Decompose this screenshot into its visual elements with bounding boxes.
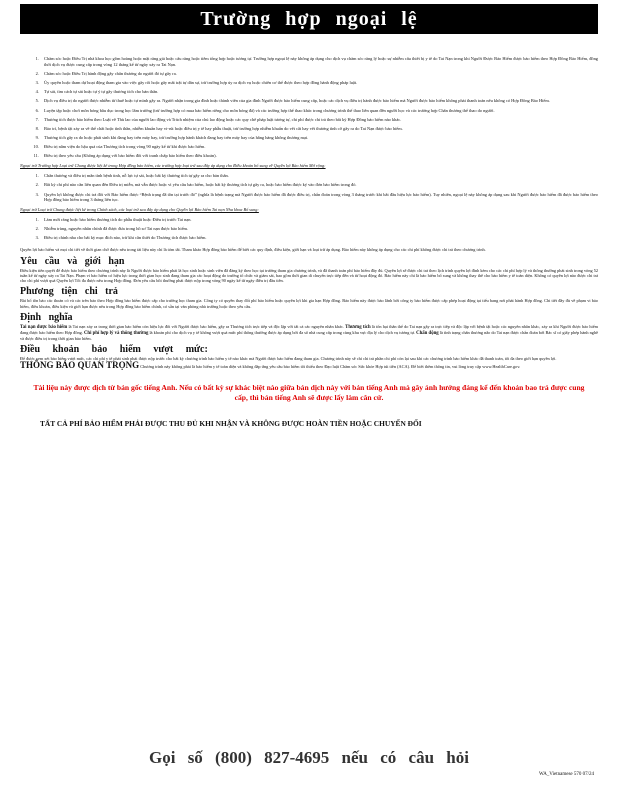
- translation-notice: Tài liệu này được dịch từ bản gốc tiếng Anh. Nếu có bất kỳ sự khác biệt nào giữa bản dịch này với bản tiếng Anh mà gây ảnh hưởng đáng kể đến khoản bao trả được cung cấp, thì bản tiếng Anh sẽ được lấy làm căn cứ.: [33, 383, 585, 403]
- section-heading-underwriting: Phương tiện chi trả: [20, 286, 118, 298]
- important-notice-title: THÔNG BÁO QUAN TRỌNG: [20, 360, 140, 371]
- section-body-requirements: Điều kiện tiên quyết để được bảo hiểm theo chương trình này là Người được bảo hiểm phải là học sinh hoặc sinh viên đã đăng ký theo học tại trường tham gia chương trình, và đã thanh toán phí bảo hiểm đầy đủ. Quyền lợi sẽ được chi trả theo lịch trình quyền lợi đính kèm cho các chi phí hợp lý và thông thường phát sinh trong vòng 52 tuần kể từ ngày xảy ra Tai Nạn. Phạm vi bảo hiểm có hiệu lực trong thời gian học sinh đang tham gia các hoạt động do trường tổ chức và giám sát, bao gồm thời gian di chuyển trực tiếp đến và từ hoạt động đó. Bảo hiểm này chỉ là bảo hiểm bổ sung và không thay thế cho bảo hiểm y tế toàn diện. Không có quyền lợi nào được chi trả cho chi phí vượt quá Quyền lợi Tối đa được nêu trong Hợp đồng. Đơn yêu cầu bồi thường phải được nộp trong vòng 90 ngày kể từ ngày điều trị đầu tiên.: [20, 268, 598, 284]
- list-item: 2. Chăm sóc hoặc Điều Trị hành động gây chấn thương do người đó tự gây ra.: [40, 71, 598, 77]
- list-item: 6. Luyện tập hoặc chơi môn bóng bầu dục trong học lâm trường (trừ trường hợp có mua bảo hiểm riêng cho môn bóng đá) và các trường hợp thể thao khác trong chương trình thể thao liên quan đến người học và các trường hợp Chấn thương thể thao do người.: [40, 108, 598, 114]
- page-title: Trường hợp ngoại lệ: [20, 4, 598, 34]
- definition-term: Thương tích: [345, 324, 371, 330]
- list-item: 7. Thương tích được bảo hiểm theo Luật về Thù lao của người lao động và Trách nhiệm của chủ lao động hoặc các quy chế pháp luật tương tự, chi phí được chi trả theo bất kỳ Hợp Đồng bảo hiểm nào khác.: [40, 117, 598, 123]
- form-id: WA_Vietnamese 570 07/24: [539, 772, 594, 777]
- list-item: 11. Điều trị theo yêu cầu (Không áp dụng với bảo hiểm đối với tranh chấp bảo hiểm theo điều khoản).: [40, 153, 598, 159]
- definition-term: Chi phí hợp lý và thông thường: [83, 330, 149, 336]
- list-item: 2. Nhiễm trùng, nguyên nhân chính đã được đưa trong hồ sơ Tai nạn được bảo hiểm.: [40, 226, 598, 232]
- call-line: Gọi số (800) 827-4695 nếu có câu hỏi: [149, 748, 469, 767]
- list-item: 1. Làm mới răng hoặc bảo hiểm thương tích do phẫu thuật hoặc Điều trị trước Tai nạn.: [40, 217, 598, 223]
- note-dental-benefits: Ngoại trừ Loại trừ Chung được liệt kê trong Chính sách, các loại trừ sau đây áp dụng cho Quyền lợi Bảo hiểm Tai nạn Nha khoa Bổ sung:: [20, 206, 259, 212]
- exclusions-list: [20, 56, 598, 159]
- list-item: 10. Điều trị nằm viện do hậu quả của Thương tích trong vòng 90 ngày kể từ khi được bảo hiểm.: [40, 144, 598, 150]
- definition-term: Chấn động: [416, 330, 439, 336]
- section-heading-requirements: Yêu cầu và giới hạn: [20, 256, 125, 268]
- list-item: 3. Quyền lợi không được chi trả đối với Bảo hiểm được “Bệnh trạng đã tồn tại trước đó” (nghĩa là bệnh trạng mà Người được bảo hiểm đã được điều trị, chẩn đoán trong vòng 3 tháng trước khi bắt đầu hiệu lực bảo hiểm). Tuy nhiên, ngoại lệ này không áp dụng sau khi Người được bảo hiểm đã được bảo hiểm theo Hợp đồng bảo hiểm trong 3 tháng liên tục.: [40, 192, 598, 203]
- list-item: 1. Chăm sóc hoặc Điều Trị nhà khoa học gồm hoàng hoặc mặt răng giả hoặc cấu răng hoặc tiêm tổng hợp hoặc tương tự. Trường hợp ngoại lệ này không áp dụng cho dịch vụ chăm sóc răng lý hoặc sự nhiễm cấu thiết bị y tế do Tai Nạn trong khi Người Được Bảo Hiểm được bảo hiểm theo Hợp Đồng Bảo Hiểm, đồng thời dịch vụ được cung cấp trong vòng 12 tháng kể từ ngày xảy ra Tai Nạn.: [40, 56, 598, 67]
- important-notice-body: Chương trình này không phải là bảo hiểm y tế toàn diện và không đáp ứng yêu cầu bảo hiểm tối thiểu theo Đạo luật Chăm sóc Sức khỏe Hợp túi tiền (ACA). Để biết thêm thông tin, vui lòng truy cập www.HealthCare.gov.: [140, 364, 521, 370]
- section-heading-excess: Điều khoản bảo hiểm vượt mức:: [20, 343, 208, 355]
- list-item: 2. Bất kỳ chi phí nào cần liên quan đến Điều trị miễn, mà vẫn được hoặc vì yêu cầu bảo hiểm, hoặc bất kỳ thương tích tự gây ra, hoặc bảo hiểm được ký vào đơn bảo hiểm trong đó.: [40, 182, 598, 188]
- definition-term: Tai nạn được bảo hiểm: [20, 324, 68, 330]
- exclusions-list-2: [20, 173, 598, 203]
- list-item: 5. Dịch vụ điều trị do người được nhiễm từ thuế hoặc tự mình gây ra. Người nhận trong gia đình hoặc thành viên của gia đình Người được bảo hiểm cung cấp, hoặc các dịch vụ điều trị hành được bảo hiểm mà Người được bảo hiểm không phải thanh toán nếu không có Hợp Đồng Bảo Hiểm.: [40, 98, 598, 104]
- important-notice: [20, 360, 598, 371]
- definition-text: là Tai nạn xảy ra trong thời gian bảo hiểm còn hiệu lực đối với Người được bảo hiểm, gây ra Thương tích trực tiếp và độc lập với tất cả các nguyên nhân khác.: [68, 323, 344, 329]
- list-item: 3. Điều trị chỉnh nha cho bất kỳ mục đích nào, trừ khi cần thiết do Thương tích được bảo hiểm.: [40, 235, 598, 241]
- section-heading-definitions: Định nghĩa: [20, 311, 73, 323]
- list-item: 4. Tự sát, tìm cách tự sát hoặc tự ý tự gây thương tích cho bản thân.: [40, 89, 598, 95]
- document-body: [20, 56, 598, 428]
- section-body-excess: Để được xem xét bảo hiểm vượt mức, các chi phí y tế phát sinh phải được nộp trước cho bất kỳ chương trình bảo hiểm y tế nào khác mà Người được bảo hiểm đang tham gia. Chương trình này sẽ chỉ chi trả phần chi phí còn lại sau khi các chương trình bảo hiểm khác đã thanh toán, tối đa theo giới hạn quyền lợi.: [20, 355, 557, 361]
- section-body-underwriting: Bài bổ tồn bảo các thoản có và các trên bảo theo Hợp đồng bảo hiểm được cấp cho trường học tham gia. Công ty có quyền thay đổi phí bảo hiểm hoặc quyền lợi khi gia hạn Hợp đồng. Bảo hiểm này được bảo lãnh bởi công ty bảo hiểm được cấp phép hoạt động tại tiểu bang nơi phát hành Hợp đồng. Chi tiết đầy đủ về phạm vi bảo hiểm, điều khoản, điều kiện và giới hạn được nêu trong Hợp đồng bảo hiểm chính, có sẵn tại văn phòng nhà trường hoặc theo yêu cầu.: [20, 298, 598, 309]
- refund-notice: TẤT CẢ PHÍ BẢO HIỂM PHẢI ĐƯỢC THU ĐỦ KHI NHẬN VÀ KHÔNG ĐƯỢC HOÀN TIỀN HOẶC CHUYỂN ĐỔI: [40, 419, 422, 429]
- list-item: 1. Chấn thương và điều trị mãn tính bệnh tinh, nỗ lực tự sát, hoặc bất kỳ thương tích tự gây ra cho bản thân.: [40, 173, 598, 179]
- disclaimer: Quyền lợi bảo hiểm và mọi chi tiết về thời gian chờ được nêu trong tài liệu này chỉ là tóm tắt. Tham khảo Hợp đồng bảo hiểm để biết các quy định, điều kiện, giới hạn và loại trừ áp dụng. Bảo hiểm này không áp dụng cho các chi phí không được chi trả theo chương trình.: [20, 247, 486, 252]
- definition-text: là khoản phí cho dịch vụ y tế không vượt quá mức phí thông thường được áp dụng bởi đa số nhà cung cấp trong cùng khu vực địa lý cho dịch vụ tương tự.: [149, 329, 416, 335]
- exclusions-list-3: [20, 217, 598, 241]
- definitions-body: [20, 324, 598, 341]
- list-item: 9. Thương tích gây ra do hoặc phát sinh khi đang bay trên máy bay, trừ trường hợp hành khách đang bay trên máy bay của hãng hàng không thương mại.: [40, 135, 598, 141]
- definition-text: là tình trạng chấn thương não do Tai nạn được chẩn đoán bởi Bác sĩ có giấy phép hành nghề và được điều trị trong thời gian bảo hiểm.: [20, 329, 599, 341]
- list-item: 3. Ủy quyền hoặc tham dự hoạt động tham gia vào việc gây rối hoặc gây mất trật tự dân sự, trừ trường hợp ủy ra dịch vụ hoặc chiến cơ thể được theo hợp đồng hành động pháp luật.: [40, 80, 598, 86]
- definition-text: là tổn hại thân thể do Tai nạn gây ra trực tiếp và độc lập với bệnh tật hoặc các nguyên nhân khác, xảy ra khi Người được bảo hiểm đang được bảo hiểm theo Hợp đồng.: [20, 323, 598, 335]
- list-item: 8. Bảo trì, bệnh tật xảy ra về thể chất hoặc tình thần, nhiễm khuẩn hay vi-rút hoặc điều trị y tế hay phẫu thuật, trừ trường hợp nhiễm khuẩn do vết cắt hay vết thương tình cờ gây ra do Tai Nạn được bảo hiểm.: [40, 126, 598, 132]
- note-expanded-benefits: Ngoại trừ Trường hợp Loại trừ Chung được liệt kê trong Hợp đồng bảo hiểm, các trường hợp loại trừ sau đây áp dụng cho Điều khoản bổ sung về Quyền lợi Bảo hiểm Mở rộng:: [20, 163, 326, 169]
